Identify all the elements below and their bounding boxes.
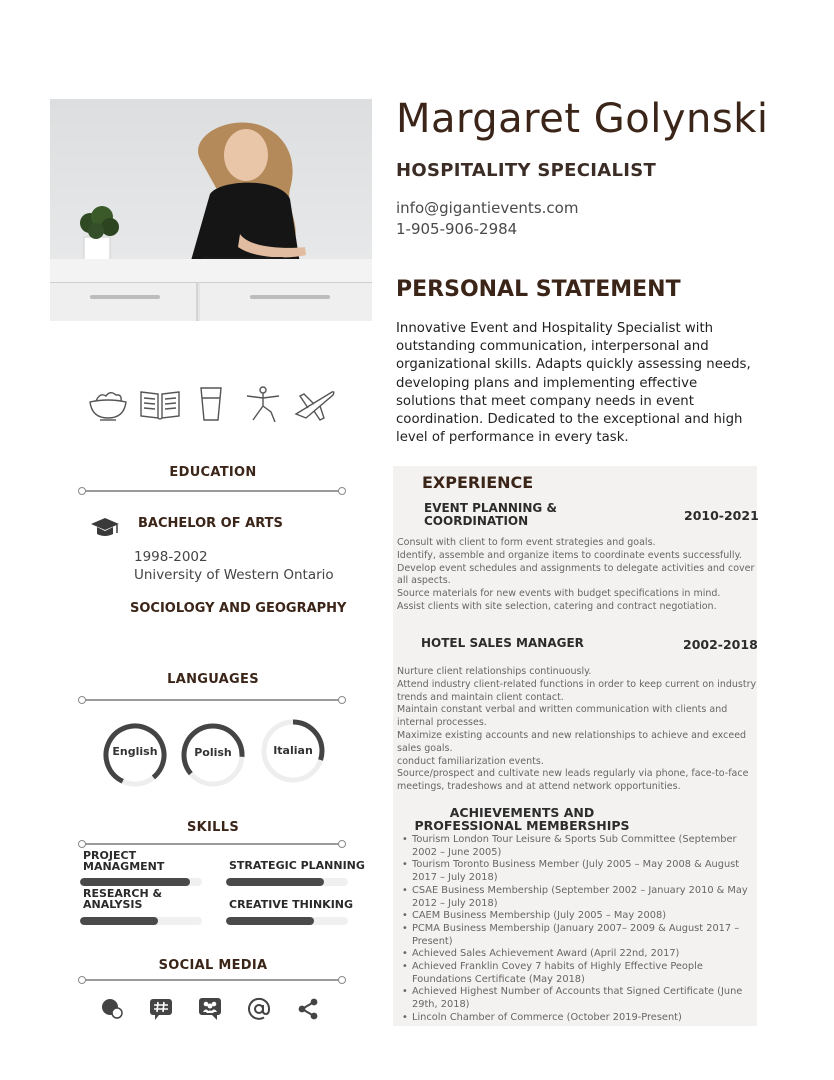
skill-bar-fill xyxy=(226,917,314,925)
full-name: Margaret Golynski xyxy=(396,96,769,142)
at-sign-icon[interactable] xyxy=(247,997,271,1021)
language-label: Italian xyxy=(273,744,313,757)
languages-title: LANGUAGES xyxy=(167,672,259,687)
skill-bar xyxy=(226,917,348,925)
hashtag-icon[interactable] xyxy=(149,997,173,1021)
social-divider xyxy=(78,976,346,984)
list-item: • Tourism Toronto Business Member (July 2005 – May 2008 & August 2017 – July 2018) xyxy=(412,859,758,884)
glass-icon xyxy=(189,384,233,424)
education-degree: BACHELOR OF ARTS xyxy=(138,516,283,531)
achievements-title: ACHIEVEMENTS AND PROFESSIONAL MEMBERSHIPS xyxy=(414,805,630,833)
email-text[interactable]: info@gigantievents.com xyxy=(396,199,579,217)
personal-statement-text: Innovative Event and Hospitality Specialist with outstanding communication, interpersonal and organizational skills. Adapts quickly assessing needs, developing plans and implementing effective solutions that meet company needs in event coordination. Dedicated to the exceptional and high level of performance in every task. xyxy=(396,321,751,446)
list-item: • Achieved Sales Achievement Award (April 22nd, 2017) xyxy=(412,948,758,961)
list-item: • Achieved Franklin Covey 7 habits of Highly Effective People Foundations Certificate (May 2018) xyxy=(412,961,758,986)
personal-statement-title: PERSONAL STATEMENT xyxy=(396,277,681,302)
skills-divider xyxy=(78,840,346,848)
achievements-list xyxy=(412,834,758,1025)
education-divider xyxy=(78,487,346,495)
experience-title: EXPERIENCE xyxy=(422,473,534,492)
skill-bar-fill xyxy=(226,878,324,886)
education-title: EDUCATION xyxy=(169,465,257,480)
social-icons xyxy=(100,996,320,1022)
job-role: HOSPITALITY SPECIALIST xyxy=(396,160,657,181)
language-label: English xyxy=(112,745,158,758)
education-major: SOCIOLOGY AND GEOGRAPHY xyxy=(130,601,347,616)
yoga-icon xyxy=(241,384,285,424)
chat-bubbles-icon[interactable] xyxy=(100,997,124,1021)
list-item: • CAEM Business Membership (July 2005 – May 2008) xyxy=(412,910,758,923)
skill-bar-fill xyxy=(80,917,158,925)
hobby-icons xyxy=(86,384,336,424)
list-item: • CSAE Business Membership (September 2002 – January 2010 & May 2012 – July 2018) xyxy=(412,885,758,910)
skill-label: CREATIVE THINKING xyxy=(229,898,354,911)
job-title-1: EVENT PLANNING & COORDINATION xyxy=(424,501,557,528)
list-item: • Achieved Highest Number of Accounts that Signed Certificate (June 29th, 2018) xyxy=(412,986,758,1011)
group-chat-icon[interactable] xyxy=(198,997,222,1021)
languages-divider xyxy=(78,696,346,704)
graduation-cap-icon xyxy=(90,516,120,538)
skill-bar xyxy=(80,917,202,925)
list-item: • Lincoln Chamber of Commerce (October 2019-Present) xyxy=(412,1012,758,1025)
skill-label: PROJECT MANAGMENT xyxy=(83,849,165,873)
language-label: Polish xyxy=(194,746,232,759)
skill-bar-fill xyxy=(80,878,190,886)
job-desc-1: Consult with client to form event strategies and goals. Identify, assemble and organize items to coordinate events successfully. Develop event schedules and assignments to delegate activities and cover all aspects. Source materials for new events with budget specifications in mind. Assist clients with site selection, catering and contract negotiation. xyxy=(397,537,755,612)
skill-label: STRATEGIC PLANNING xyxy=(229,859,365,872)
skills-title: SKILLS xyxy=(186,820,239,835)
education-years: 1998-2002 xyxy=(134,549,208,565)
social-media-title: SOCIAL MEDIA xyxy=(158,958,268,973)
list-item: • Tourism London Tour Leisure & Sports Sub Committee (September 2002 – June 2005) xyxy=(412,834,758,859)
airplane-icon xyxy=(292,384,336,424)
open-book-icon xyxy=(138,384,182,424)
skill-bar xyxy=(80,878,202,886)
skill-label: RESEARCH & ANALYSIS xyxy=(83,887,163,911)
profile-photo xyxy=(50,99,372,321)
salad-bowl-icon xyxy=(86,384,130,424)
share-icon[interactable] xyxy=(296,997,320,1021)
skill-bar xyxy=(226,878,348,886)
job-desc-2: Nurture client relationships continuously. Attend industry client-related functions in order to keep current on industry trends and maintain client contact. Maintain constant verbal and written communication with clients and internal processes. Maximize existing accounts and new relationships to achieve and exceed sales goals. conduct familiarization events. Source/prospect and cultivate new leads regularly via phone, face-to-face meetings, tradeshows and at attend network opportunities. xyxy=(397,666,757,793)
phone-text[interactable]: 1-905-906-2984 xyxy=(396,220,518,238)
job-years-2: 2002-2018 xyxy=(683,637,758,652)
education-school: University of Western Ontario xyxy=(134,567,334,583)
job-years-1: 2010-2021 xyxy=(684,508,759,523)
contact-info xyxy=(396,198,578,240)
job-title-2: HOTEL SALES MANAGER xyxy=(421,636,584,650)
list-item: • PCMA Business Membership (January 2007– 2009 & August 2017 – Present) xyxy=(412,923,758,948)
